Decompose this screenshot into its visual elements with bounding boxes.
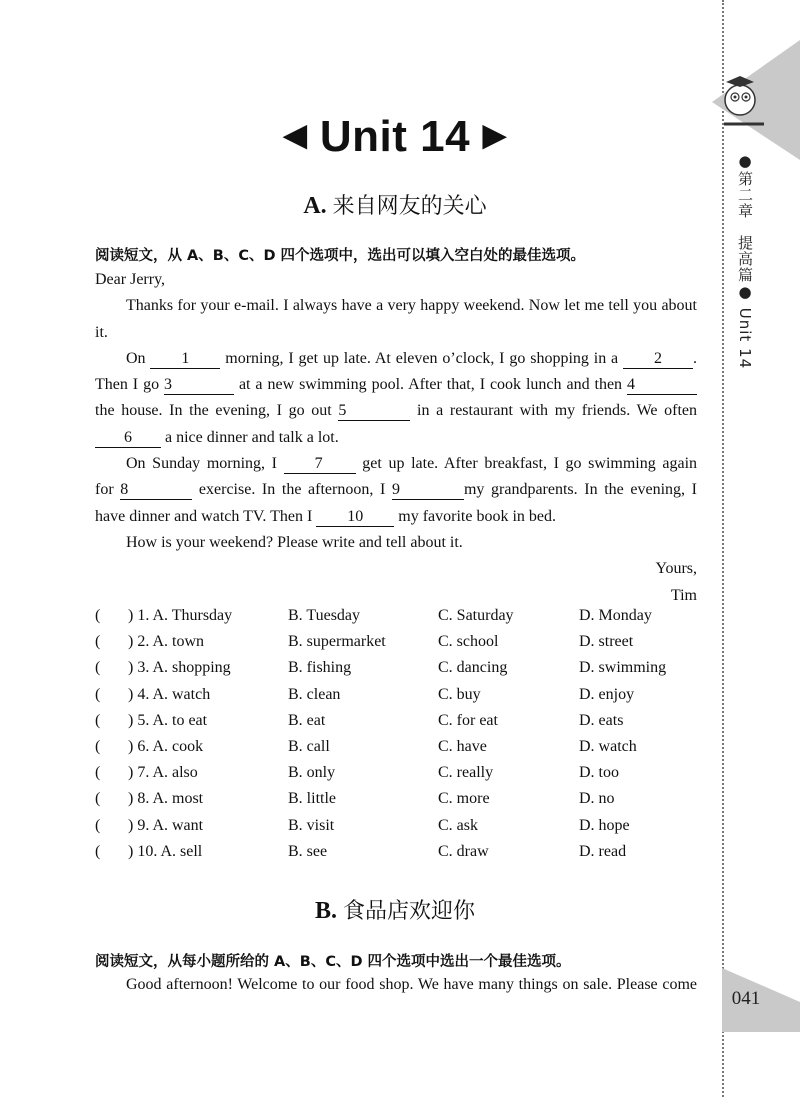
right-arrow-icon: ▶ [482, 119, 507, 152]
passage-line: Thanks for your e-mail. I always have a very happy weekend. Now let me tell you about [126, 297, 697, 315]
answer-paren[interactable]: ( [95, 633, 101, 651]
option-a: ) 4. A. watch [128, 685, 211, 703]
blank-7[interactable]: 7 [284, 455, 356, 474]
option-d: D. read [579, 842, 627, 860]
blank-4[interactable]: 4 [627, 376, 697, 395]
option-d: D. enjoy [579, 685, 635, 703]
option-b: B. supermarket [288, 633, 386, 651]
question-row [95, 686, 705, 712]
unit-title-text: Unit 14 [319, 112, 471, 161]
blank-10[interactable]: 10 [316, 508, 394, 527]
signature: Tim [670, 586, 697, 604]
blank-8[interactable]: 8 [120, 481, 192, 500]
blank-5[interactable]: 5 [338, 402, 410, 421]
option-d: D. watch [579, 737, 637, 755]
option-b: B. little [288, 790, 336, 808]
question-row [95, 790, 705, 816]
option-b: B. only [288, 764, 336, 782]
chapter-side-label: ●第二章 提高篇● Unit 14 [736, 152, 754, 370]
unit-title [0, 112, 790, 162]
option-b: B. eat [288, 711, 326, 729]
passage-a [95, 267, 697, 609]
option-c: C. more [438, 790, 490, 808]
answer-paren[interactable]: ( [95, 737, 101, 755]
blank-1[interactable]: 1 [150, 350, 220, 369]
question-row [95, 712, 705, 738]
answer-paren[interactable]: ( [95, 711, 101, 729]
passage-line: it. [95, 323, 108, 341]
option-b: B. call [288, 737, 330, 755]
passage-line: On Sunday morning, I 7 get up late. After breakfast, I go swimming again [126, 455, 698, 473]
option-d: D. too [579, 764, 619, 782]
passage-b [95, 972, 697, 998]
answer-paren[interactable]: ( [95, 685, 101, 703]
answer-paren[interactable]: ( [95, 790, 101, 808]
option-c: C. draw [438, 842, 489, 860]
option-b: B. clean [288, 685, 341, 703]
blank-9[interactable]: 9 [392, 481, 464, 500]
option-d: D. Monday [579, 607, 652, 624]
section-b-label: B. [314, 898, 337, 924]
option-a: ) 2. A. town [128, 633, 204, 651]
option-a: ) 9. A. want [128, 816, 204, 834]
answer-paren[interactable]: ( [95, 764, 101, 782]
question-row [95, 633, 705, 659]
option-a: ) 7. A. also [128, 764, 198, 782]
question-row [95, 764, 705, 790]
section-b-heading [0, 894, 790, 925]
option-d: D. eats [579, 711, 624, 729]
option-c: C. really [438, 764, 494, 782]
option-b: B. see [288, 842, 328, 860]
passage-line: have dinner and watch TV. Then I 10 my favorite book in bed. [95, 507, 557, 525]
passage-line: for 8 exercise. In the afternoon, I 9 my grandparents. In the evening, I [95, 481, 698, 499]
option-d: D. hope [579, 816, 630, 834]
option-a: ) 5. A. to eat [128, 711, 208, 729]
option-c: C. Saturday [438, 607, 514, 624]
answer-paren[interactable]: ( [95, 816, 101, 834]
question-row [95, 843, 705, 869]
option-a: ) 3. A. shopping [128, 659, 231, 677]
option-b: B. visit [288, 816, 335, 834]
answer-paren[interactable]: ( [95, 842, 101, 860]
question-row [95, 817, 705, 843]
answer-paren[interactable]: ( [95, 607, 101, 624]
closing: Yours, [655, 560, 697, 578]
passage-line: On 1 morning, I get up late. At eleven o’clock, I go shopping in a 2 . [126, 349, 698, 367]
question-row [95, 659, 705, 685]
option-d: D. swimming [579, 659, 667, 677]
section-a-label: A. [303, 193, 327, 219]
blank-3[interactable]: 3 [164, 376, 234, 395]
question-row [95, 607, 705, 633]
passage-line: How is your weekend? Please write and tell about it. [126, 533, 463, 551]
left-arrow-icon: ◀ [283, 119, 308, 152]
question-row [95, 738, 705, 764]
option-b: B. Tuesday [288, 607, 361, 624]
option-c: C. ask [438, 816, 478, 834]
page-number: 041 [731, 988, 761, 1009]
margin-dotted-line [722, 0, 724, 1097]
option-b: B. fishing [288, 659, 352, 677]
option-c: C. for eat [438, 711, 498, 729]
blank-6[interactable]: 6 [95, 429, 161, 448]
option-a: ) 1. A. Thursday [128, 607, 233, 624]
passage-line: Good afternoon! Welcome to our food shop. We have many things on sale. Please come [126, 976, 697, 993]
blank-2[interactable]: 2 [623, 350, 693, 369]
section-a-instruction: 阅读短文，从 A、B、C、D 四个选项中，选出可以填入空白处的最佳选项。 [95, 248, 586, 264]
section-b-title: 食品店欢迎你 [343, 899, 476, 924]
option-c: C. buy [438, 685, 481, 703]
option-d: D. no [579, 790, 615, 808]
passage-line: the house. In the evening, I go out 5 in a restaurant with my friends. We often [95, 402, 698, 420]
greeting: Dear Jerry, [95, 271, 166, 288]
option-a: ) 10. A. sell [128, 842, 203, 860]
option-d: D. street [579, 633, 634, 651]
section-a-heading [0, 189, 790, 220]
answer-paren[interactable]: ( [95, 659, 101, 677]
passage-line: Then I go 3 at a new swimming pool. After that, I cook lunch and then 4 [95, 372, 697, 398]
section-b-instruction: 阅读短文，从每小题所给的 A、B、C、D 四个选项中选出一个最佳选项。 [95, 954, 571, 970]
option-a: ) 8. A. most [128, 790, 204, 808]
section-a-title: 来自网友的关心 [332, 194, 487, 219]
option-c: C. dancing [438, 659, 508, 677]
option-a: ) 6. A. cook [128, 737, 204, 755]
question-list [95, 607, 705, 869]
option-c: C. have [438, 737, 487, 755]
passage-line: 6 a nice dinner and talk a lot. [95, 425, 697, 451]
option-c: C. school [438, 633, 499, 651]
